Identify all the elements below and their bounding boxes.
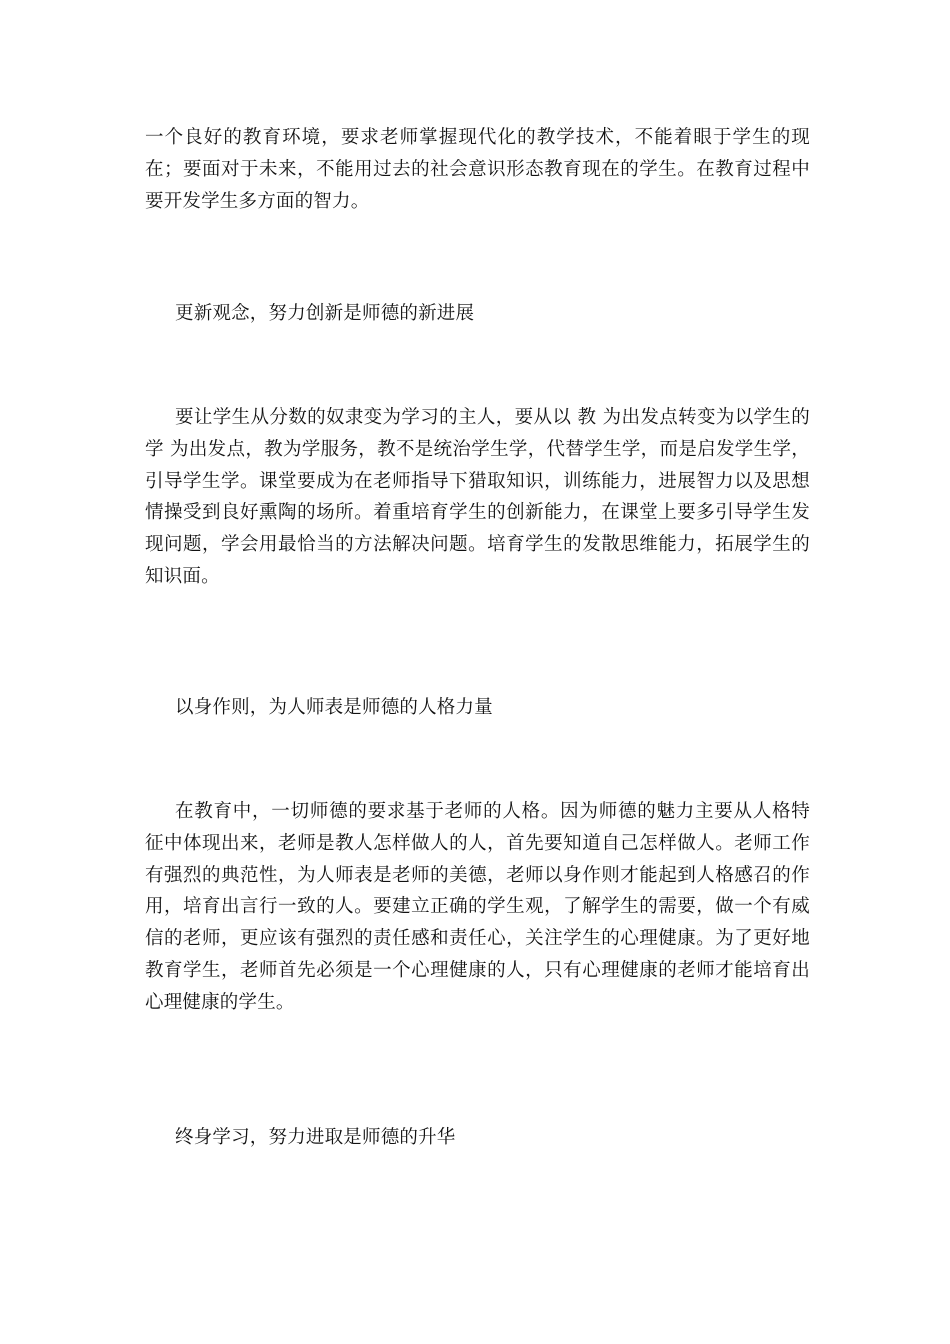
paragraph-student-master: 要让学生从分数的奴隶变为学习的主人，要从以 教 为出发点转变为以学生的 学 为出发点，教为学服务，教不是统治学生学，代替学生学，而是启发学生学，引导学生学。课堂要成为在老师指导下猎取知识，训练能力，进展智力以及思想情操受到良好熏陶的场所。着重培育学生的创新能力，在课堂上要多引导学生发现问题，学会用最恰当的方法解决问题。培育学生的发散思维能力，拓展学生的知识面。 [145,407,810,587]
heading-update-concepts: 更新观念，努力创新是师德的新进展 [175,303,475,324]
heading-lifelong-learning: 终身学习，努力进取是师德的升华 [175,1127,456,1148]
heading-set-example: 以身作则，为人师表是师德的人格力量 [175,697,493,718]
paragraph-education-environment: 一个良好的教育环境，要求老师掌握现代化的教学技术，不能着眼于学生的现在；要面对于未来，不能用过去的社会意识形态教育现在的学生。在教育过程中要开发学生多方面的智力。 [145,127,810,212]
paragraph-teacher-personality: 在教育中，一切师德的要求基于老师的人格。因为师德的魅力主要从人格特征中体现出来，老师是教人怎样做人的人，首先要知道自己怎样做人。老师工作有强烈的典范性，为人师表是老师的美德，老师以身作则才能起到人格感召的作用，培育出言行一致的人。要建立正确的学生观，了解学生的需要，做一个有威信的老师，更应该有强烈的责任感和责任心，关注学生的心理健康。为了更好地教育学生，老师首先必须是一个心理健康的人，只有心理健康的老师才能培育出心理健康的学生。 [145,801,810,1013]
